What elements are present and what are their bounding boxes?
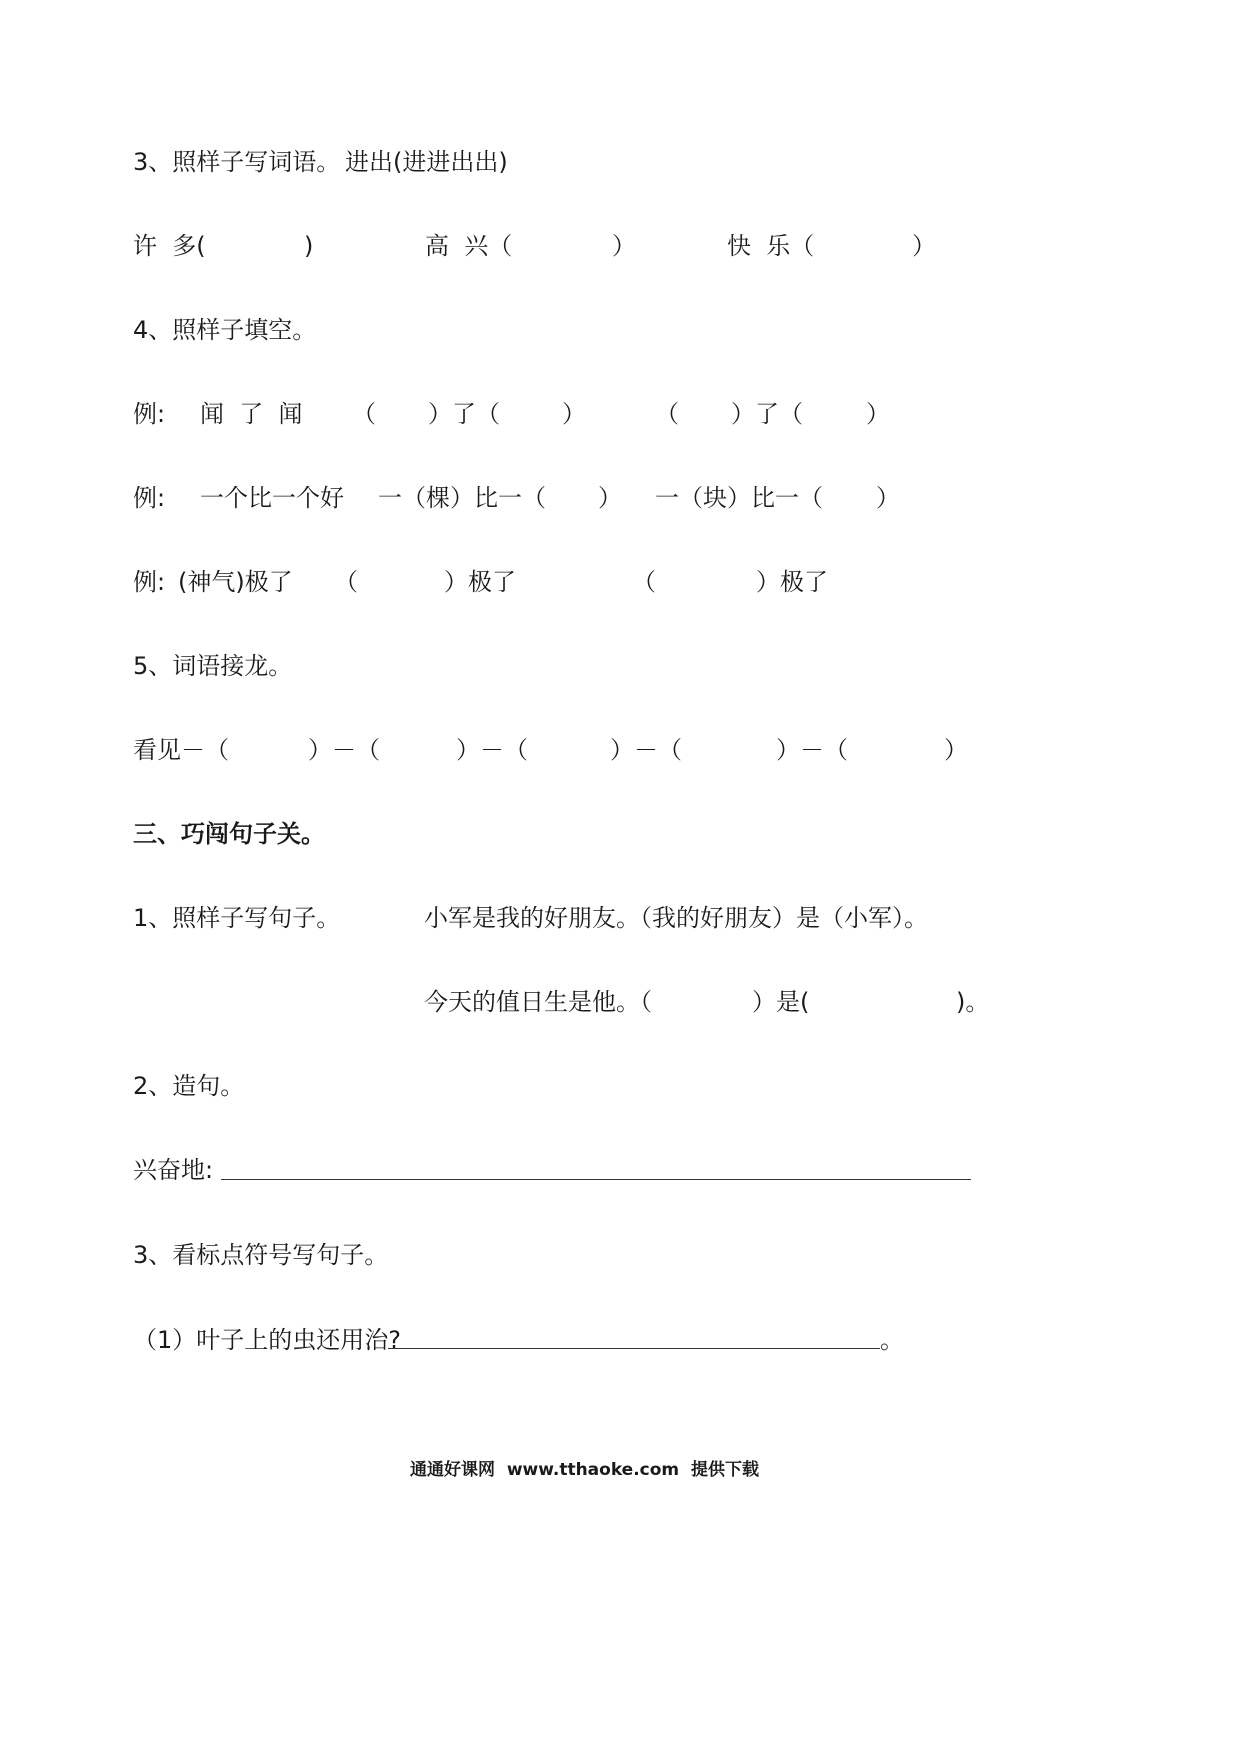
s3-title: 3、看标点符号写句子。 [133, 1241, 389, 1269]
section3-title: 三、巧闯句子关。 [133, 820, 325, 848]
q5-end: ） [944, 736, 968, 764]
q4-row1-label: 例: [133, 400, 166, 428]
s1-title: 1、照样子写句子。 [133, 904, 341, 932]
q4-row1-blank2-open: （ [655, 400, 679, 428]
q3-item3-close: ） [912, 232, 936, 260]
q4-row2-label: 例: [133, 484, 166, 512]
q3-item3: 快 乐（ [727, 232, 815, 260]
q4-row2-item1: 一（棵）比一（ [378, 484, 546, 512]
q4-row2-example: 一个比一个好 [200, 484, 344, 512]
q4-row1-blank1-close: ） [562, 400, 586, 428]
q4-row1-blank1-open: （ [352, 400, 376, 428]
s2-answer-line[interactable] [221, 1179, 971, 1180]
q4-row3-item1-open: （ [334, 568, 358, 596]
s1-task-end: )。 [956, 988, 990, 1016]
q4-row2-item2: 一（块）比一（ [655, 484, 823, 512]
q4-row3-label: 例: [133, 568, 166, 596]
q4-row3-example: (神气)极了 [178, 568, 293, 596]
footer-credit: 通通好课网 www.tthaoke.com 提供下载 [410, 1460, 759, 1480]
s2-title: 2、造句。 [133, 1072, 245, 1100]
q4-row1-example: 闻 了 闻 [200, 400, 303, 428]
s1-example: 小军是我的好朋友。（我的好朋友）是（小军）。 [424, 904, 928, 932]
q5-start: 看见－（ [133, 736, 229, 764]
s1-task-mid: ）是( [752, 988, 810, 1016]
q3-item1-close: ) [304, 232, 314, 260]
s3-item1: （1）叶子上的虫还用治? [133, 1326, 402, 1354]
q5-seg-1: ）－（ [308, 736, 380, 764]
q4-row3-item2-close: ）极了 [756, 568, 828, 596]
q3-item2-close: ） [612, 232, 636, 260]
q4-row3-item1-close: ）极了 [444, 568, 516, 596]
q5-title: 5、词语接龙。 [133, 652, 293, 680]
s1-task-prefix: 今天的值日生是他。（ [424, 988, 652, 1016]
s3-item1-answer-line[interactable] [388, 1348, 880, 1349]
q5-seg-3: ）－（ [610, 736, 682, 764]
q4-row1-blank1-mid: ）了（ [428, 400, 500, 428]
s3-item1-end: 。 [880, 1326, 904, 1354]
q4-row1-blank2-mid: ）了（ [731, 400, 803, 428]
q3-item1: 许 多( [133, 232, 206, 260]
q5-seg-2: ）－（ [456, 736, 528, 764]
q3-item2: 高 兴（ [425, 232, 513, 260]
q4-row3-item2-open: （ [632, 568, 656, 596]
q4-row1-blank2-close: ） [866, 400, 890, 428]
s2-word: 兴奋地: [133, 1156, 214, 1184]
q4-row2-item2-close: ） [876, 484, 900, 512]
q5-seg-4: ）－（ [776, 736, 848, 764]
q4-row2-item1-close: ） [598, 484, 622, 512]
q3-example: 进出(进进出出) [345, 148, 508, 176]
q3-title: 3、照样子写词语。 [133, 148, 341, 176]
q4-title: 4、照样子填空。 [133, 316, 317, 344]
